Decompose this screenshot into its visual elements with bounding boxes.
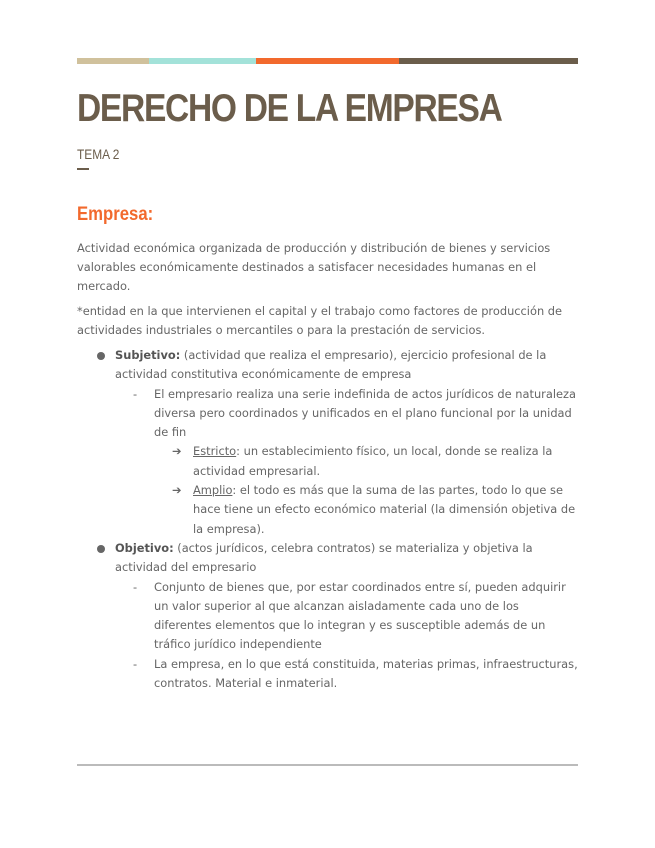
sub-item (115, 578, 578, 655)
bullet-list (77, 346, 578, 693)
sub-item (115, 385, 578, 539)
arrow-right-icon: ➔ (172, 444, 182, 459)
term-description: : un establecimiento físico, un local, donde se realiza la actividad empresarial. (193, 444, 553, 478)
term-estricto: Estricto (193, 444, 237, 459)
bullet-dot-icon (97, 545, 105, 553)
header-color-bar (77, 58, 578, 64)
sub-item-text: Conjunto de bienes que, por estar coordinados entre sí, pueden adquirir un valor superior al que alcanzan aisladamente cada uno de los diferentes elementos que lo integran y es susceptible además de un tráfico jurídico independiente (154, 579, 566, 652)
sub-item-text: El empresario realiza una serie indefinida de actos jurídicos de naturaleza diversa pero coordinados y unificados en el plano funcional por la unidad de fin (154, 386, 576, 440)
bullet-item-subjetivo (77, 346, 578, 539)
bullet-label: Objetivo: (115, 540, 174, 555)
dash-marker: - (133, 656, 138, 671)
document-page (77, 58, 578, 693)
color-bar-segment-tan (77, 58, 149, 64)
document-title: DERECHO DE LA EMPRESA (77, 87, 502, 130)
section-heading: Empresa: (77, 204, 154, 225)
bullet-text: (actos jurídicos, celebra contratos) se materializa y objetiva la actividad del empresario (115, 540, 533, 575)
sub-sub-list (154, 442, 578, 538)
color-bar-segment-brown (399, 58, 578, 64)
bullet-label: Subjetivo: (115, 348, 181, 362)
paragraph-entity: *entidad en la que intervienen el capital y el trabajo como factores de producción de actividades industriales o mercantiles o para la prestación de servicios. (77, 304, 563, 337)
document-subtitle: TEMA 2 (77, 146, 120, 162)
paragraph-definition: Actividad económica organizada de producción y distribución de bienes y servicios valorables económicamente destinados a satisfacer necesidades humanas en el mercado. (77, 241, 551, 293)
color-bar-segment-orange (256, 58, 399, 64)
sub-item (115, 655, 578, 694)
sub-list (115, 578, 578, 694)
term-amplio: Amplio (193, 483, 233, 498)
arrow-right-icon: ➔ (172, 483, 182, 498)
sub-list (115, 385, 578, 539)
bullet-dot-icon (97, 352, 105, 360)
color-bar-segment-aqua (149, 58, 256, 64)
dash-marker: - (133, 386, 138, 401)
subtitle-underline (77, 168, 89, 170)
bullet-item-objetivo (77, 539, 578, 693)
sub-sub-item-amplio (154, 481, 578, 539)
sub-item-text: La empresa, en lo que está constituida, materias primas, infraestructuras, contratos. Material e inmaterial. (154, 656, 578, 691)
footer-divider (77, 764, 578, 766)
term-description: : el todo es más que la suma de las partes, todo lo que se hace tiene un efecto económico material (la dimensión objetiva de la empresa). (193, 483, 576, 536)
dash-marker: - (133, 579, 138, 594)
bullet-text: (actividad que realiza el empresario), ejercicio profesional de la actividad constitutiva económicamente de empresa (115, 348, 547, 382)
sub-sub-item-estricto (154, 442, 578, 481)
